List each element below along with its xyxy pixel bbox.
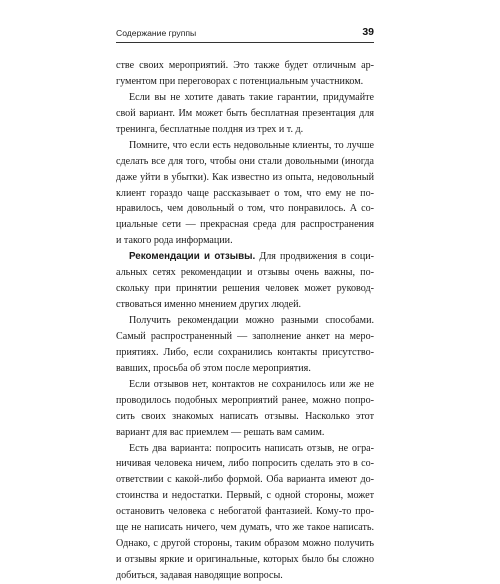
text-line: ничивая человека ничем, либо попросить сделать это в со- [116,458,374,470]
text-line: ще не написать ничего, чем думать, что же такое написать. [116,522,374,534]
text-line: Однако, с другой стороны, таким образом можно получить [116,538,374,550]
text-body [116,58,374,584]
paragraph [116,138,374,250]
section-title: Содержание группы [116,28,197,38]
text-line: клиент гораздо чаще рассказывает о том, что ему не по- [116,187,374,199]
text-line: циальные сети — прекрасная среда для распространения [116,219,374,231]
page-number: 39 [362,26,374,38]
text-line: свой вариант. Им может быть бесплатная презентация для [116,107,374,119]
text-line: добиться, задавая наводящие вопросы. [116,570,283,581]
text-line: Получить рекомендации можно разными способами. [129,315,374,326]
text-line: сделать все для того, чтобы они стали довольными (иногда [116,155,374,167]
text-line [116,249,374,265]
text-line: ствоваться именно мнением других людей. [116,299,302,311]
paragraph-recommendations [116,249,374,313]
header-rule [116,42,374,43]
text-line: альных сетях рекомендации и отзывы очень важны, по- [116,267,374,279]
text-line: Если отзывов нет, контактов не сохранилось или же не [129,378,374,390]
text-line: ответствии с какой-либо формой. Оба варианта имеют до- [116,474,374,486]
paragraph [116,441,374,584]
text-line: вариант для вас приемлем — решать вам самим. [116,426,325,438]
text-line: приятиях. Либо, если сохранились контакты присутство- [116,346,374,358]
text-line: Помните, что если есть недовольные клиенты, то лучше [129,139,374,151]
paragraph [116,58,374,90]
text-line: гументом при переговорах с потенциальным участником. [116,75,364,87]
text-line: скольку при принятии решения человек может руковод- [116,283,374,295]
text-line: и отзывы яркие и оригинальные, которых было бы сложно [116,554,374,566]
text-line: Есть два варианта: попросить написать отзыв, не огра- [129,442,374,454]
text-line: и такого рода информации. [116,235,233,247]
text-line: Самый распространенный — заполнение анкет на меро- [116,330,374,342]
text-line: тренинга, бесплатные полдня из трех и т. д. [116,123,304,135]
text-line: сить своих знакомых написать отзывы. Насколько этот [116,410,374,422]
run-in-heading: Рекомендации и отзывы. [129,251,256,263]
paragraph [116,377,374,441]
text-line: вавших, просьба об этом после мероприятия. [116,362,311,374]
paragraph [116,90,374,138]
text-line: стве своих мероприятий. Это также будет отличным ар- [116,60,374,71]
text-line: проводилось подобных мероприятий ранее, можно попро- [116,394,374,406]
text-line: даже уйти в убытки). Как известно из опыта, недовольный [116,171,374,183]
text-line: нравилось, чем довольный о том, что понравилось. А со- [116,203,374,215]
text-line: стоинства и недостатки. Первый, с одной стороны, может [116,490,374,502]
text-line: остановить человека с небогатой фантазией. Кому-то про- [116,506,374,518]
paragraph [116,313,374,377]
text-line-rest: Для продвижения в соци- [255,251,374,263]
text-line: Если вы не хотите давать такие гарантии, придумайте [129,91,374,103]
running-header [116,22,374,38]
